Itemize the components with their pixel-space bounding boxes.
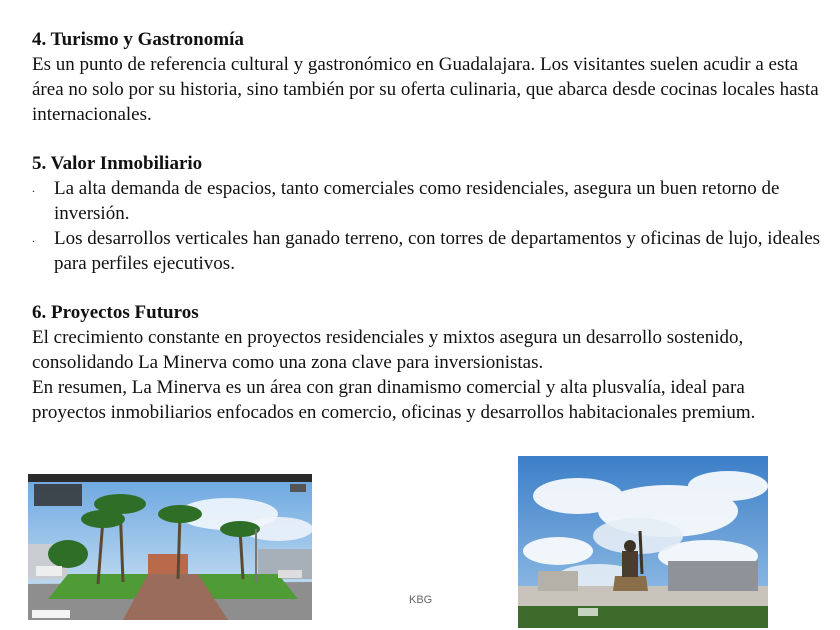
document-page bbox=[32, 27, 822, 449]
street-view-photo bbox=[28, 474, 312, 620]
footer-mark: KBG bbox=[409, 594, 433, 606]
paragraph-resumen: En resumen, La Minerva es un área con gran dinamismo comercial y alta plusvalía, ideal para proyectos inmobiliarios enfocados en comercio, oficinas y desarrollos habitacionales premium. bbox=[32, 377, 756, 423]
list-item bbox=[32, 226, 822, 276]
section-heading-turismo: 4. Turismo y Gastronomía bbox=[32, 29, 244, 50]
bullet-text: Los desarrollos verticales han ganado terreno, con torres de departamentos y oficinas de lujo, ideales para perfiles ejecutivos. bbox=[54, 228, 821, 274]
section-proyectos-futuros bbox=[32, 300, 822, 425]
paragraph-turismo: Es un punto de referencia cultural y gastronómico en Guadalajara. Los visitantes suelen acudir a esta área no solo por su historia, sino también por su oferta culinaria, que abarca desde cocinas locales hasta internacionales. bbox=[32, 54, 819, 125]
section-heading-proyectos: 6. Proyectos Futuros bbox=[32, 302, 199, 323]
bullet-text: La alta demanda de espacios, tanto comerciales como residenciales, asegura un buen retorno de inversión. bbox=[54, 178, 780, 224]
section-turismo bbox=[32, 27, 822, 127]
bullet-marker: . bbox=[32, 181, 35, 195]
paragraph-proyectos: El crecimiento constante en proyectos residenciales y mixtos asegura un desarrollo sostenido, consolidando La Minerva como una zona clave para inversionistas. bbox=[32, 327, 744, 373]
section-heading-valor: 5. Valor Inmobiliario bbox=[32, 153, 203, 174]
minerva-monument-photo bbox=[518, 456, 768, 628]
list-item bbox=[32, 176, 822, 226]
bullet-list-valor bbox=[32, 176, 822, 276]
section-valor-inmobiliario bbox=[32, 151, 822, 276]
bullet-marker: . bbox=[32, 231, 35, 245]
